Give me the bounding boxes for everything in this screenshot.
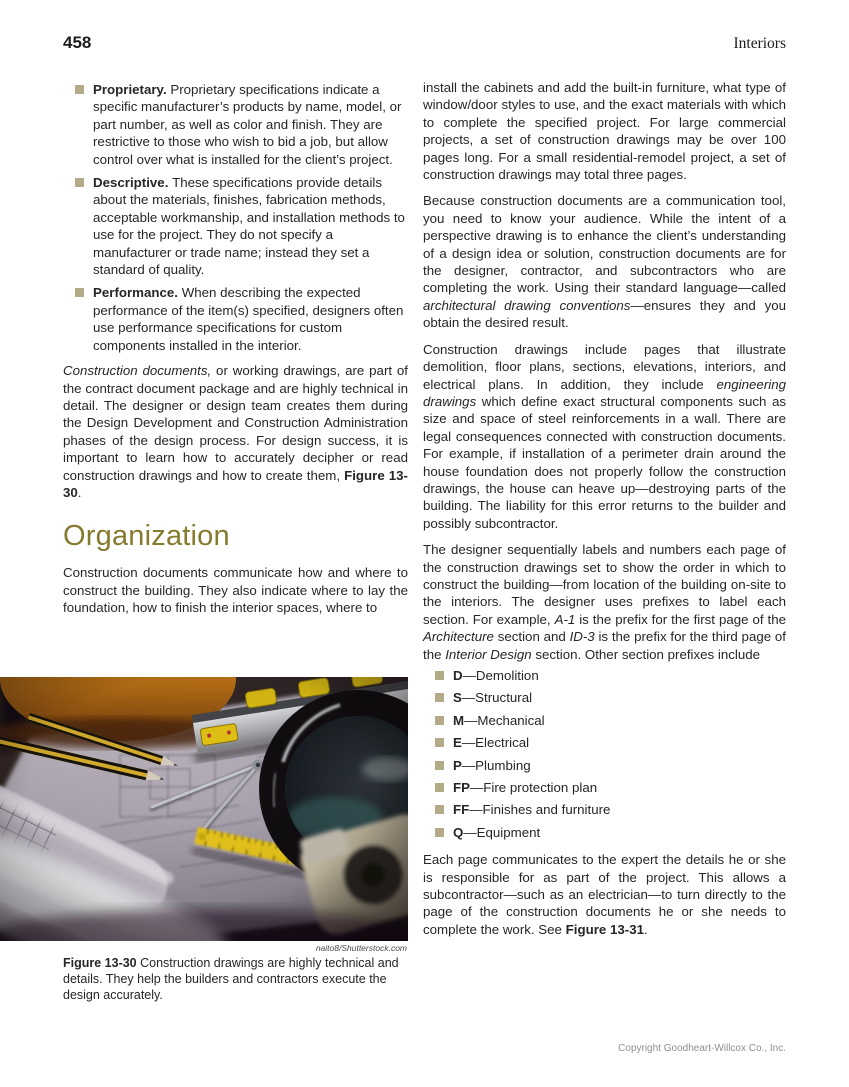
paragraph: Because construction documents are a communication tool, you need to know your audience. While the intent of a perspective drawing is to enhance the client’s understanding of a design idea or solution, construction documents are for the designer, contractor, and subcontractors who are completing the work. Using their standard language—called architectural drawing conventions—ensures they and you obtain the desired result. bbox=[423, 193, 787, 331]
right-paragraphs bbox=[423, 79, 786, 663]
figure-13-30-photo bbox=[0, 677, 408, 941]
list-item-text: E—Electrical bbox=[453, 735, 530, 751]
bullet-square-icon bbox=[435, 716, 444, 725]
list-item bbox=[423, 824, 786, 841]
list-item-text: S—Structural bbox=[453, 690, 533, 706]
paragraph: The designer sequentially labels and numbers each page of the construction drawings set to show the order in which to construct the building—from location of the building on-site to the interiors. The designer uses prefixes to label each section. For example, A-1 is the prefix for the first page of the Architecture section and ID-3 is the prefix for the third page of the Interior Design section. Other section prefixes include bbox=[423, 542, 786, 662]
bullet-square-icon bbox=[435, 761, 444, 770]
bullet-square-icon bbox=[435, 693, 444, 702]
list-item bbox=[63, 284, 408, 354]
left-column bbox=[63, 79, 408, 617]
bullet-square-icon bbox=[435, 783, 444, 792]
list-item-text: FP—Fire protection plan bbox=[453, 780, 598, 796]
section-heading-organization: Organization bbox=[63, 520, 230, 553]
bullet-square-icon bbox=[75, 288, 84, 297]
list-item bbox=[423, 689, 786, 706]
photo-credit: naito8/Shutterstock.com bbox=[315, 943, 407, 953]
list-item bbox=[423, 734, 786, 751]
closing-paragraph: Each page communicates to the expert the details he or she is responsible for as part of the project. This allows a subcontractor—such as an electrician—to turn directly to the page of the construction documents he or she needs to complete the work. See Figure 13-31. bbox=[423, 852, 786, 937]
list-item bbox=[63, 81, 408, 168]
list-item-text: Q—Equipment bbox=[453, 824, 541, 840]
figure-caption: Figure 13-30 Construction drawings are highly technical and details. They help the builders and contractors execute the design accurately. bbox=[63, 956, 399, 1002]
bullet-square-icon bbox=[75, 85, 84, 94]
organization-paragraph: Construction documents communicate how and where to construct the building. They also indicate where to lay the foundation, how to finish the interior spaces, where to bbox=[63, 565, 408, 616]
paragraph: install the cabinets and add the built-in furniture, what type of window/door styles to use, and the exact materials with which to complete the specified project. For large commercial projects, a set of construction drawings may be over 100 pages long. For a small residential-remodel project, a set of construction drawings may total three pages. bbox=[423, 80, 786, 183]
list-item-text: M—Mechanical bbox=[453, 712, 545, 728]
specification-bullet-list bbox=[63, 81, 408, 354]
bullet-square-icon bbox=[435, 805, 444, 814]
list-item-text: Proprietary. Proprietary specifications indicate a specific manufacturer’s products by name, model, or part number, as well as color and finish. They are restrictive to those who wish to bid a job, but allow control over what is installed for the client’s project. bbox=[93, 82, 402, 167]
list-item bbox=[423, 801, 786, 818]
list-item-text: Performance. When describing the expected performance of the item(s) specified, designers often use performance specifications for custom components installed in the interior. bbox=[93, 285, 404, 353]
vignette-overlay bbox=[0, 677, 408, 941]
list-item-text: D—Demolition bbox=[453, 668, 539, 683]
copyright-notice: Copyright Goodheart-Willcox Co., Inc. bbox=[618, 1043, 786, 1054]
list-item-text: FF—Finishes and furniture bbox=[453, 802, 611, 818]
list-item-text: P—Plumbing bbox=[453, 757, 531, 773]
list-item bbox=[423, 667, 786, 684]
bullet-square-icon bbox=[75, 178, 84, 187]
running-head: Interiors bbox=[733, 35, 786, 52]
list-item bbox=[63, 174, 408, 278]
page-number: 458 bbox=[63, 33, 92, 52]
list-item bbox=[423, 712, 786, 729]
right-column bbox=[423, 79, 786, 938]
list-item-text: Descriptive. These specifications provide details about the materials, finishes, fabrication methods, acceptable workmanship, and installation methods to use for the project. They do not specify a manufacturer or trade name; instead they set a standard of quality. bbox=[93, 175, 405, 278]
prefix-bullet-list bbox=[423, 667, 786, 841]
list-item bbox=[423, 779, 786, 796]
construction-documents-paragraph: Construction documents, or working drawings, are part of the contract document package and are highly technical in detail. The designer or design team creates them during the Design Development and Construction Administration phases of the design process. For design success, it is important to learn how to accurately decipher or read construction drawings and how to create them, Figure 13-30. bbox=[63, 363, 408, 500]
list-item bbox=[423, 757, 786, 774]
bullet-square-icon bbox=[435, 738, 444, 747]
bullet-square-icon bbox=[435, 671, 444, 680]
bullet-square-icon bbox=[435, 828, 444, 837]
paragraph: Construction drawings include pages that illustrate demolition, floor plans, sections, elevations, interiors, and electrical plans. In addition, they include engineering drawings which define exact structural components such as size and space of steel reinforcements in a wall. There are legal consequences connected with construction documents. For example, if installation of a perimeter drain around the house foundation does not properly follow the construction drawings, the house can heave up—destroying parts of the building. The liability for this error returns to the builder and possibly subcontractor. bbox=[423, 341, 786, 531]
